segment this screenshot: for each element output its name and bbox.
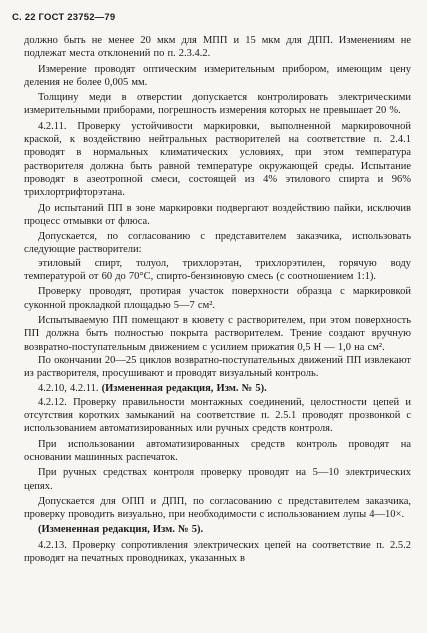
amendment-note bbox=[24, 382, 411, 395]
paragraph: Толщину меди в отверстии допускается контролировать электрическими измерительными приборами, погрешность измерения которых не превышает 20 %. bbox=[24, 92, 411, 117]
amendment-text: (Измененная редакция, Изм. № 5). bbox=[38, 524, 204, 536]
paragraph: 4.2.13. Проверку сопротивления электрических цепей на соответствие п. 2.5.2 проводят на печатных проводниках, указанных в bbox=[24, 539, 411, 564]
paragraph: Допускается для ОПП и ДПП, по согласованию с представителем заказчика, проверку проводить визуально, при необходимости с использованием лупы 4—10×. bbox=[24, 495, 411, 521]
amendment-note bbox=[24, 523, 411, 536]
page-header: С. 22 ГОСТ 23752—79 bbox=[12, 12, 116, 23]
paragraph: Испытываемую ПП помещают в кювету с растворителем, при этом поверхность ПП должна быть полностью покрыта растворителем. Трение создают вручную возвратно-поступательным движением с усилием прижатия 0,5 Н — 1,0 на см². bbox=[24, 314, 411, 353]
paragraph: При ручных средствах контроля проверку проводят на 5—10 электрических цепях. bbox=[24, 467, 411, 492]
paragraph: Допускается, по согласованию с представителем заказчика, использовать следующие растворители: bbox=[24, 231, 411, 256]
paragraph: 4.2.12. Проверку правильности монтажных соединений, целостности цепей и отсутствия коротких замыканий на соответствие п. 2.5.1 проводят прозвонкой с использованием автоматизированных или ручных средств контроля. bbox=[24, 396, 411, 435]
document-body bbox=[24, 34, 411, 565]
paragraph: При использовании автоматизированных средств контроль проводят на основании машинных распечаток. bbox=[24, 438, 411, 463]
paragraph: должно быть не менее 20 мкм для МПП и 15 мкм для ДПП. Изменениям не подлежат места отклонений по п. 2.3.4.2. bbox=[24, 35, 411, 60]
paragraph: Измерение проводят оптическим измерительным прибором, имеющим цену деления не более 0,005 мм. bbox=[24, 63, 411, 88]
paragraph: 4.2.11. Проверку устойчивости маркировки, выполненной маркировочной краской, к воздействию нейтральных растворителей на соответствие п. 2.4.1 проводят в нормальных климатических условиях, при этом температура растворителя должна быть равной температуре окружающей среды. Испытание проводят в азеотропной смеси, состоящей из 4% этилового спирта и 96% трихлортрифторэтана. bbox=[24, 120, 411, 199]
paragraph: До испытаний ПП в зоне маркировки подвергают воздействию пайки, исключив процесс отмывки от флюса. bbox=[24, 202, 411, 227]
amendment-text: (Измененная редакция, Изм. № 5). bbox=[101, 383, 267, 395]
amendment-prefix: 4.2.10, 4.2.11. bbox=[38, 383, 102, 395]
paragraph: По окончании 20—25 циклов возвратно-поступательных движений ПП извлекают из растворителя, просушивают и проводят визуальный контроль. bbox=[24, 354, 411, 380]
paragraph: этиловый спирт, толуол, трихлорэтан, трихлорэтилен, горячую воду температурой от 60 до 70°С, спирто-бензиновую смесь (с соотношением 1:1). bbox=[24, 257, 411, 283]
paragraph: Проверку проводят, протирая участок поверхности образца с маркировкой суконной прокладкой площадью 5—7 см². bbox=[24, 286, 411, 311]
